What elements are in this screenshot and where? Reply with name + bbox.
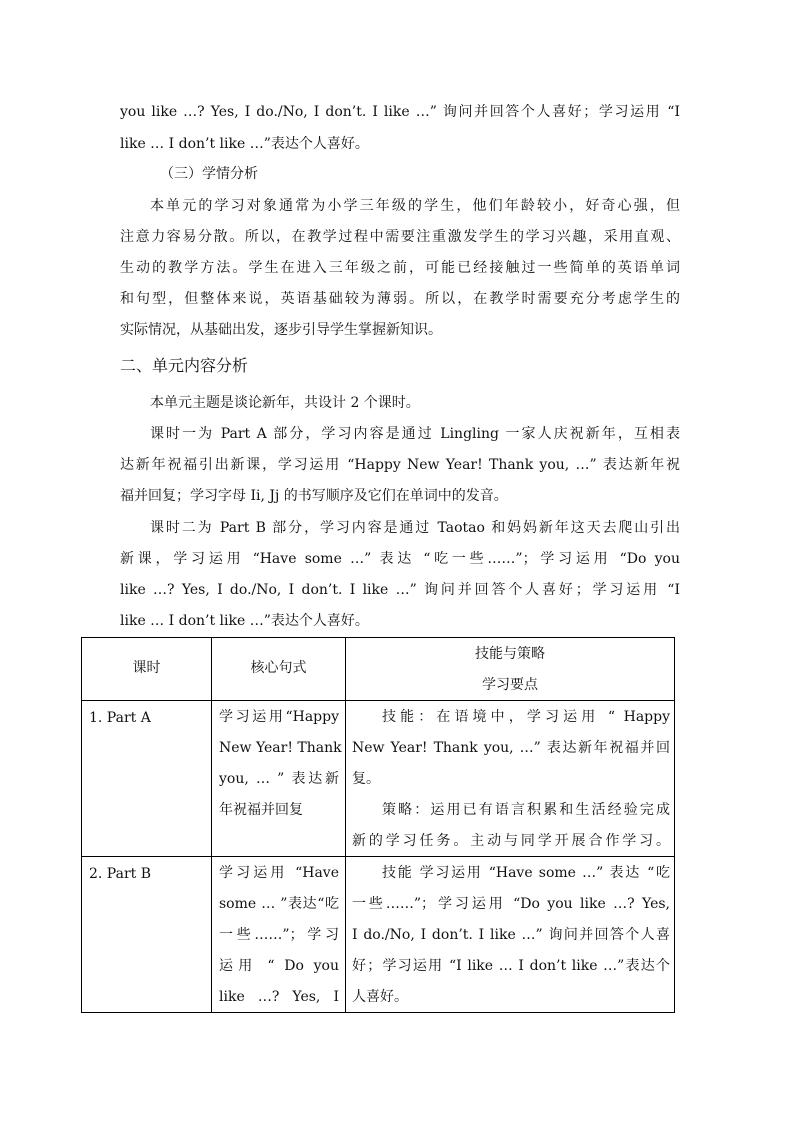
- table-cell-lesson: 1. Part A: [89, 710, 151, 726]
- table-cell-pattern: [219, 858, 339, 1013]
- cell-line: 年祝福并回复: [219, 802, 303, 818]
- table-cell-points: [352, 858, 670, 1013]
- cell-line: 新的学习任务。主动与同学开展合作学习。: [352, 833, 670, 849]
- table-cell-points: [352, 702, 670, 857]
- cell-line: 好；学习运用 “I like … I don’t like …”表达个: [352, 958, 670, 974]
- paragraph-line: 生动的教学方法。学生在进入三年级之前，可能已经接触过一些简单的英语单词: [120, 260, 680, 276]
- table-header-pattern: 核心句式: [250, 660, 307, 676]
- paragraph-line: like … I don’t like …”表达个人喜好。: [120, 136, 369, 152]
- table-divider: [82, 700, 674, 701]
- lesson-table: [81, 637, 675, 1013]
- paragraph-line: 本单元的学习对象通常为小学三年级的学生，他们年龄较小，好奇心强，但: [150, 198, 680, 214]
- paragraph-line: like …? Yes, I do./No, I don’t. I like …” 询问并回答个人喜好；学习运用 “I: [120, 582, 680, 598]
- paragraph-line: 和句型，但整体来说，英语基础较为薄弱。所以，在教学时需要充分考虑学生的: [120, 291, 680, 307]
- cell-line: 一些……”；学习: [219, 927, 339, 943]
- paragraph-line: 新课，学习运用 “Have some …” 表达 “吃一些……”；学习运用 “Do you: [120, 551, 680, 567]
- cell-line: New Year! Thank: [219, 740, 342, 756]
- paragraph-line: 福并回复；学习字母 Ii, Jj 的书写顺序及它们在单词中的发音。: [120, 488, 508, 504]
- paragraph-line: 本单元主题是谈论新年，共设计 2 个课时。: [150, 395, 420, 411]
- table-header-skills: 技能与策略: [475, 646, 545, 662]
- paragraph-line: like … I don’t like …”表达个人喜好。: [120, 613, 369, 629]
- table-header-points: 学习要点: [482, 677, 538, 693]
- cell-line: you, … ” 表达新: [219, 771, 339, 787]
- table-header-lesson: 课时: [132, 660, 161, 676]
- section-heading: 二、单元内容分析: [120, 356, 249, 375]
- cell-line: 人喜好。: [352, 989, 408, 1005]
- cell-line: 技能：在语境中，学习运用 “ Happy: [382, 709, 670, 725]
- paragraph-line: 课时一为 Part A 部分，学习内容是通过 Lingling 一家人庆祝新年，互相表: [150, 426, 680, 442]
- cell-line: some … ”表达“吃: [219, 896, 339, 912]
- cell-line: 策略：运用已有语言积累和生活经验完成: [382, 802, 670, 818]
- paragraph-line: 达新年祝福引出新课，学习运用 “Happy New Year! Thank you, …” 表达新年祝: [120, 457, 680, 473]
- paragraph-line: you like …? Yes, I do./No, I don’t. I like …” 询问并回答个人喜好；学习运用 “I: [120, 104, 680, 120]
- cell-line: 学习运用 “Have: [219, 865, 339, 881]
- paragraph-line: 实际情况，从基础出发，逐步引导学生掌握新知识。: [120, 322, 442, 338]
- cell-line: 复。: [352, 771, 380, 787]
- cell-line: I do./No, I don’t. I like …” 询问并回答个人喜: [352, 927, 670, 943]
- section-heading: （三）学情分析: [160, 166, 258, 182]
- cell-line: 学习运用“Happy: [219, 709, 339, 725]
- paragraph-line: 注意力容易分散。所以，在教学过程中需要注重激发学生的学习兴趣，采用直观、: [120, 229, 680, 245]
- table-divider: [211, 638, 212, 1012]
- cell-line: like …? Yes, I: [219, 989, 339, 1005]
- cell-line: New Year! Thank you, …” 表达新年祝福并回: [352, 740, 670, 756]
- table-cell-pattern: [219, 702, 342, 826]
- paragraph-line: 课时二为 Part B 部分，学习内容是通过 Taotao 和妈妈新年这天去爬山引出: [150, 520, 680, 536]
- cell-line: 技能 学习运用 “Have some …” 表达 “吃: [382, 865, 670, 881]
- table-cell-lesson: 2. Part B: [89, 866, 152, 882]
- cell-line: 一些……”；学习运用 “Do you like …? Yes,: [352, 896, 670, 912]
- cell-line: 运用 “ Do you: [219, 958, 339, 974]
